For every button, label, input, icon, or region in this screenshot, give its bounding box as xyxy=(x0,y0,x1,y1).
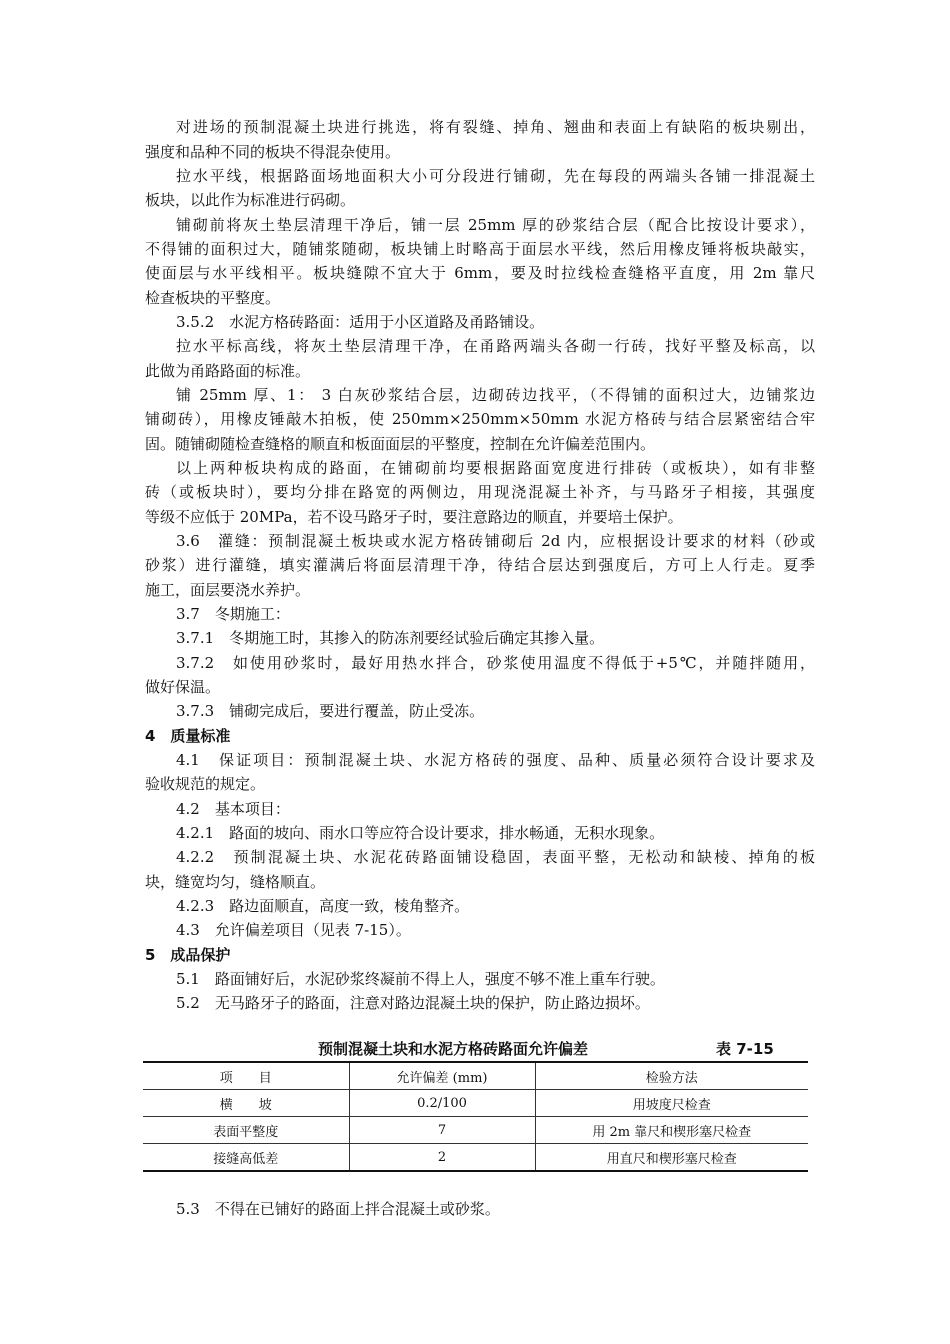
paragraph-line: 做好保温。 xyxy=(145,678,221,696)
paragraph-line: 以上两种板块构成的路面，在铺砌前均要根据路面宽度进行排砖（或板块），如有非整 xyxy=(176,459,815,477)
tolerance-table xyxy=(143,1061,808,1172)
table-cell: 7 xyxy=(349,1117,535,1144)
paragraph-line: 检查板块的平整度。 xyxy=(145,289,281,307)
table-header-cell: 项 目 xyxy=(143,1062,349,1090)
clause-3-6: 3.6 灌缝：预制混凝土板块或水泥方格砖铺砌后 2d 内，应根据设计要求的材料（砂或 xyxy=(176,532,815,550)
paragraph-line: 施工，面层要浇水养护。 xyxy=(145,581,311,599)
paragraph-line: 铺砌前将灰土垫层清理干净后，铺一层 25mm 厚的砂浆结合层（配合比按设计要求）， xyxy=(176,216,815,234)
table-row xyxy=(143,1144,808,1172)
table-cell: 表面平整度 xyxy=(143,1117,349,1144)
paragraph-line: 对进场的预制混凝土块进行挑选，将有裂缝、掉角、翘曲和表面上有缺陷的板块剔出， xyxy=(176,118,815,136)
clause-4-2-2: 4.2.2 预制混凝土块、水泥花砖路面铺设稳固，表面平整，无松动和缺棱、掉角的板 xyxy=(176,848,815,866)
paragraph-line: 砖（或板块时），要均分排在路宽的两侧边，用现浇混凝土补齐，与马路牙子相接，其强度 xyxy=(145,483,815,501)
paragraph-line: 板块，以此作为标准进行码砌。 xyxy=(145,191,356,209)
table-header-row xyxy=(143,1062,808,1090)
paragraph-line: 验收规范的规定。 xyxy=(145,775,266,793)
paragraph-line: 强度和品种不同的板块不得混杂使用。 xyxy=(145,143,401,161)
clause-4-3: 4.3 允许偏差项目（见表 7-15）。 xyxy=(176,921,411,939)
paragraph-line: 铺砌砖），用橡皮锤敲木拍板，使 250mm×250mm×50mm 水泥方格砖与结合层紧密结合牢 xyxy=(145,410,815,428)
paragraph-line: 块，缝宽均匀，缝格顺直。 xyxy=(145,873,326,891)
clause-3-7: 3.7 冬期施工： xyxy=(176,605,290,623)
paragraph-line: 此做为甬路路面的标准。 xyxy=(145,362,311,380)
table-cell: 用坡度尺检查 xyxy=(535,1090,808,1117)
table-cell: 接缝高低差 xyxy=(143,1144,349,1172)
clause-4-2-3: 4.2.3 路边面顺直，高度一致，棱角整齐。 xyxy=(176,897,470,915)
table-row xyxy=(143,1090,808,1117)
table-cell: 2 xyxy=(349,1144,535,1172)
section-heading-4: 4 质量标准 xyxy=(145,727,231,745)
paragraph-line: 不得铺的面积过大，随铺浆随砌，板块铺上时略高于面层水平线，然后用橡皮锤将板块敲实， xyxy=(145,240,815,258)
paragraph-line: 拉水平线，根据路面场地面积大小可分段进行铺砌，先在每段的两端头各铺一排混凝土 xyxy=(176,167,815,185)
clause-3-7-1: 3.7.1 冬期施工时，其掺入的防冻剂要经试验后确定其掺入量。 xyxy=(176,629,605,647)
paragraph-line: 固。随铺砌随检查缝格的顺直和板面面层的平整度，控制在允许偏差范围内。 xyxy=(145,435,656,453)
table-cell: 0.2/100 xyxy=(349,1090,535,1117)
paragraph-line: 铺 25mm 厚、1： 3 白灰砂浆结合层，边砌砖边找平，（不得铺的面积过大，边铺浆边 xyxy=(176,386,815,404)
paragraph-line: 拉水平标高线，将灰土垫层清理干净，在甬路两端头各砌一行砖，找好平整及标高，以 xyxy=(176,337,815,355)
clause-5-1: 5.1 路面铺好后，水泥砂浆终凝前不得上人，强度不够不准上重车行驶。 xyxy=(176,970,665,988)
clause-4-2: 4.2 基本项目： xyxy=(176,800,290,818)
paragraph-line: 使面层与水平线相平。板块缝隙不宜大于 6mm，要及时拉线检查缝格平直度，用 2m 靠尺 xyxy=(145,264,815,282)
paragraph-line: 等级不应低于 20MPa，若不设马路牙子时，要注意路边的顺直，并要培土保护。 xyxy=(145,508,683,526)
clause-5-2: 5.2 无马路牙子的路面，注意对路边混凝土块的保护，防止路边损坏。 xyxy=(176,994,650,1012)
clause-4-2-1: 4.2.1 路面的坡向、雨水口等应符合设计要求，排水畅通，无积水现象。 xyxy=(176,824,665,842)
clause-3-7-2: 3.7.2 如使用砂浆时，最好用热水拌合，砂浆使用温度不得低于+5℃，并随拌随用， xyxy=(176,654,815,672)
table-header-cell: 检验方法 xyxy=(535,1062,808,1090)
clause-5-3: 5.3 不得在已铺好的路面上拌合混凝土或砂浆。 xyxy=(176,1200,500,1218)
table-row xyxy=(143,1117,808,1144)
section-heading-5: 5 成品保护 xyxy=(145,946,231,964)
table-cell: 用 2m 靠尺和楔形塞尺检查 xyxy=(535,1117,808,1144)
table-header-cell: 允许偏差 (mm) xyxy=(349,1062,535,1090)
paragraph-line: 砂浆）进行灌缝，填实灌满后将面层清理干净，待结合层达到强度后，方可上人行走。夏季 xyxy=(145,556,815,574)
clause-3-5-2: 3.5.2 水泥方格砖路面：适用于小区道路及甬路铺设。 xyxy=(176,313,545,331)
clause-4-1: 4.1 保证项目：预制混凝土块、水泥方格砖的强度、品种、质量必须符合设计要求及 xyxy=(176,751,815,769)
clause-3-7-3: 3.7.3 铺砌完成后，要进行覆盖，防止受冻。 xyxy=(176,702,485,720)
table-title: 预制混凝土块和水泥方格砖路面允许偏差 xyxy=(318,1040,589,1058)
table-number: 表 7-15 xyxy=(716,1040,774,1058)
table-cell: 横 坡 xyxy=(143,1090,349,1117)
table-cell: 用直尺和楔形塞尺检查 xyxy=(535,1144,808,1172)
